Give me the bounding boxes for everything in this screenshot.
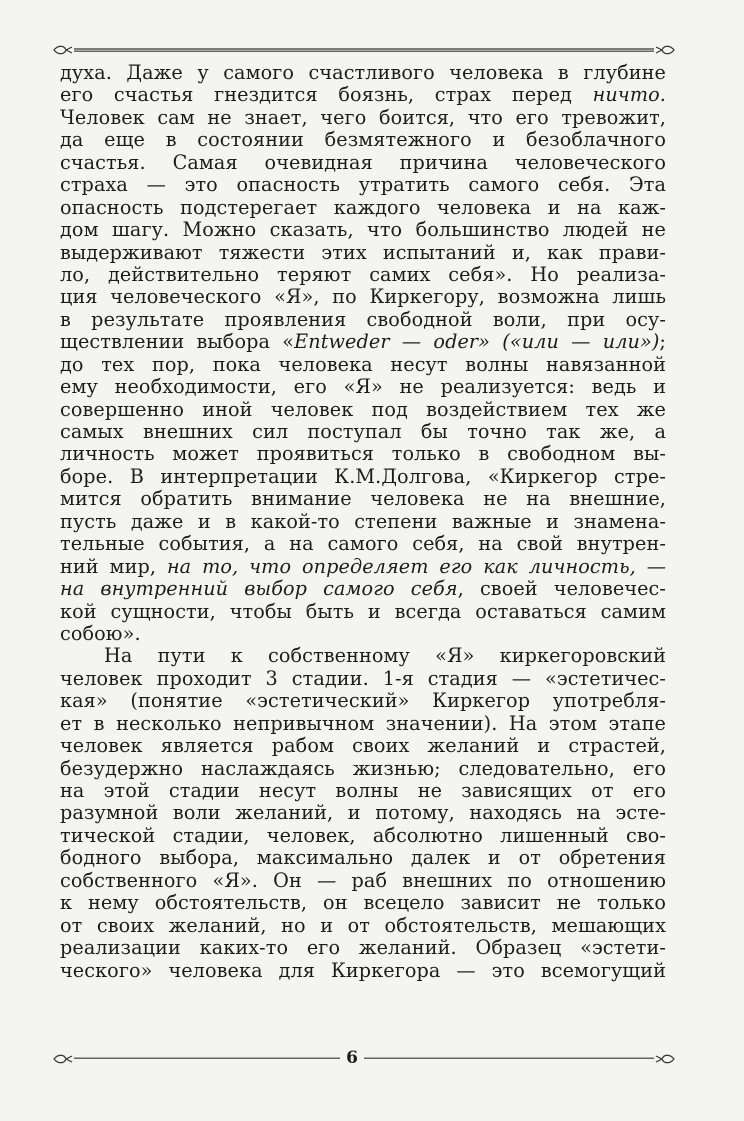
text-segment: , своей человечес- [457, 577, 666, 601]
text-segment: человек проходит 3 стадии. 1-я стадия — «эстетичес- [60, 666, 666, 690]
text-segment: счастья. Самая очевидная причина человеческого [60, 150, 666, 174]
text-line [60, 601, 666, 623]
text-segment: пусть даже и в какой-то степени важные и знамена- [60, 509, 666, 533]
body-text [60, 62, 666, 982]
text-line [60, 892, 666, 914]
text-segment: ческого» человека для Киркегора — это всемогущий [60, 958, 666, 982]
text-segment: ществлении выбора « [60, 330, 295, 354]
text-line [60, 713, 666, 735]
text-segment: собственного «Я». Он — раб внешних по отношению [60, 868, 666, 892]
text-segment: боре. В интерпретации К.М.Долгова, «Киркегор стре- [60, 464, 666, 488]
text-line [60, 152, 666, 174]
text-line [60, 915, 666, 937]
top-ornament-rule [52, 43, 676, 57]
text-segment: самых внешних сил поступал бы точно так же, а [60, 420, 666, 443]
text-line [60, 174, 666, 196]
text-segment: к нему обстоятельств, он всецело зависит не только [60, 891, 666, 915]
text-segment: ний мир, [60, 554, 167, 578]
text-segment: в результате проявления свободной воли, при осу- [60, 307, 666, 331]
text-segment: до тех пор, пока человека несут волны навязанной [60, 352, 666, 376]
text-line [60, 84, 666, 106]
text-line [60, 556, 666, 578]
text-segment: человек является рабом своих желаний и страстей, [60, 734, 666, 758]
text-line [60, 421, 666, 443]
text-line [60, 960, 666, 982]
text-segment: ет в несколько непривычном значении). На этом этапе [60, 711, 666, 735]
text-line [60, 331, 666, 353]
text-segment: дом шагу. Можно сказать, что большинство людей не [60, 218, 666, 242]
ornament-divider-icon [52, 43, 676, 57]
text-line [60, 645, 666, 667]
text-segment: безудержно наслаждаясь жизнью; следовательно, его [60, 756, 666, 780]
text-segment: тической стадии, человек, абсолютно лишенный сво- [60, 823, 666, 847]
text-line [60, 62, 666, 84]
text-line [60, 780, 666, 802]
text-line [60, 286, 666, 308]
text-line [60, 219, 666, 241]
text-segment: на этой стадии несут волны не зависящих от его [60, 779, 666, 802]
italic-text: на внутренний выбор самого себя [60, 577, 458, 601]
text-line [60, 533, 666, 555]
text-line [60, 264, 666, 286]
text-segment: страха — это опасность утратить самого себя. Эта [60, 173, 666, 197]
text-line [60, 309, 666, 331]
text-segment: его счастья гнездится боязнь, страх перед [60, 83, 593, 107]
italic-text: Entweder — oder» («или — или») [294, 330, 660, 354]
text-segment: личность может проявиться только в свободном вы- [60, 442, 666, 466]
text-line [60, 758, 666, 780]
italic-text: на то, что определяет его как личность, — [166, 554, 666, 578]
text-line [60, 802, 666, 824]
text-segment: да еще в состоянии безмятежного и безоблачного [60, 128, 666, 152]
text-line [60, 511, 666, 533]
text-segment: реализации каких-то его желаний. Образец «эстети- [60, 936, 666, 960]
text-line [60, 668, 666, 690]
text-line [60, 488, 666, 510]
text-line [60, 937, 666, 959]
text-line [60, 623, 666, 645]
text-line [60, 847, 666, 869]
page-number [0, 1048, 724, 1068]
text-line [60, 242, 666, 264]
text-segment: от своих желаний, но и от обстоятельств, мешающих [60, 913, 666, 937]
text-segment: собою». [60, 621, 141, 645]
text-line [60, 376, 666, 398]
text-line [60, 443, 666, 465]
text-line [60, 466, 666, 488]
text-line [60, 578, 666, 600]
text-segment: ло, действительно теряют самих себя». Но реализа- [60, 262, 666, 286]
text-line [60, 107, 666, 129]
text-line [60, 825, 666, 847]
page-number-text: 6 [340, 1048, 364, 1068]
text-segment: Человек сам не знает, чего боится, что его тревожит, [60, 105, 666, 129]
italic-text: ничто. [592, 83, 666, 107]
text-line [60, 354, 666, 376]
text-segment: тельные события, а на самого себя, на свой внутрен- [60, 532, 666, 556]
text-segment: ; [659, 330, 666, 354]
text-segment: кой сущности, чтобы быть и всегда оставаться самим [60, 599, 666, 623]
text-segment: мится обратить внимание человека не на внешние, [60, 487, 666, 511]
text-segment: ция человеческого «Я», по Киркегору, возможна лишь [60, 285, 666, 309]
text-line [60, 870, 666, 892]
text-line [60, 735, 666, 757]
text-segment: На пути к собственному «Я» киркегоровский [104, 644, 666, 668]
text-segment: выдерживают тяжести этих испытаний и, как прави- [60, 240, 666, 264]
text-segment: бодного выбора, максимально далек и от обретения [60, 846, 666, 870]
text-segment: кая» (понятие «эстетический» Киркегор употребля- [60, 689, 666, 713]
text-segment: ему необходимости, его «Я» не реализуется: ведь и [60, 375, 666, 399]
text-line [60, 129, 666, 151]
text-segment: совершенно иной человек под воздействием тех же [60, 397, 666, 421]
text-line [60, 399, 666, 421]
text-line [60, 690, 666, 712]
text-segment: опасность подстерегает каждого человека и на каж- [60, 195, 666, 219]
text-line [60, 197, 666, 219]
text-segment: разумной воли желаний, и потому, находясь на эсте- [60, 801, 666, 825]
text-segment: духа. Даже у самого счастливого человека в глубине [60, 61, 666, 84]
